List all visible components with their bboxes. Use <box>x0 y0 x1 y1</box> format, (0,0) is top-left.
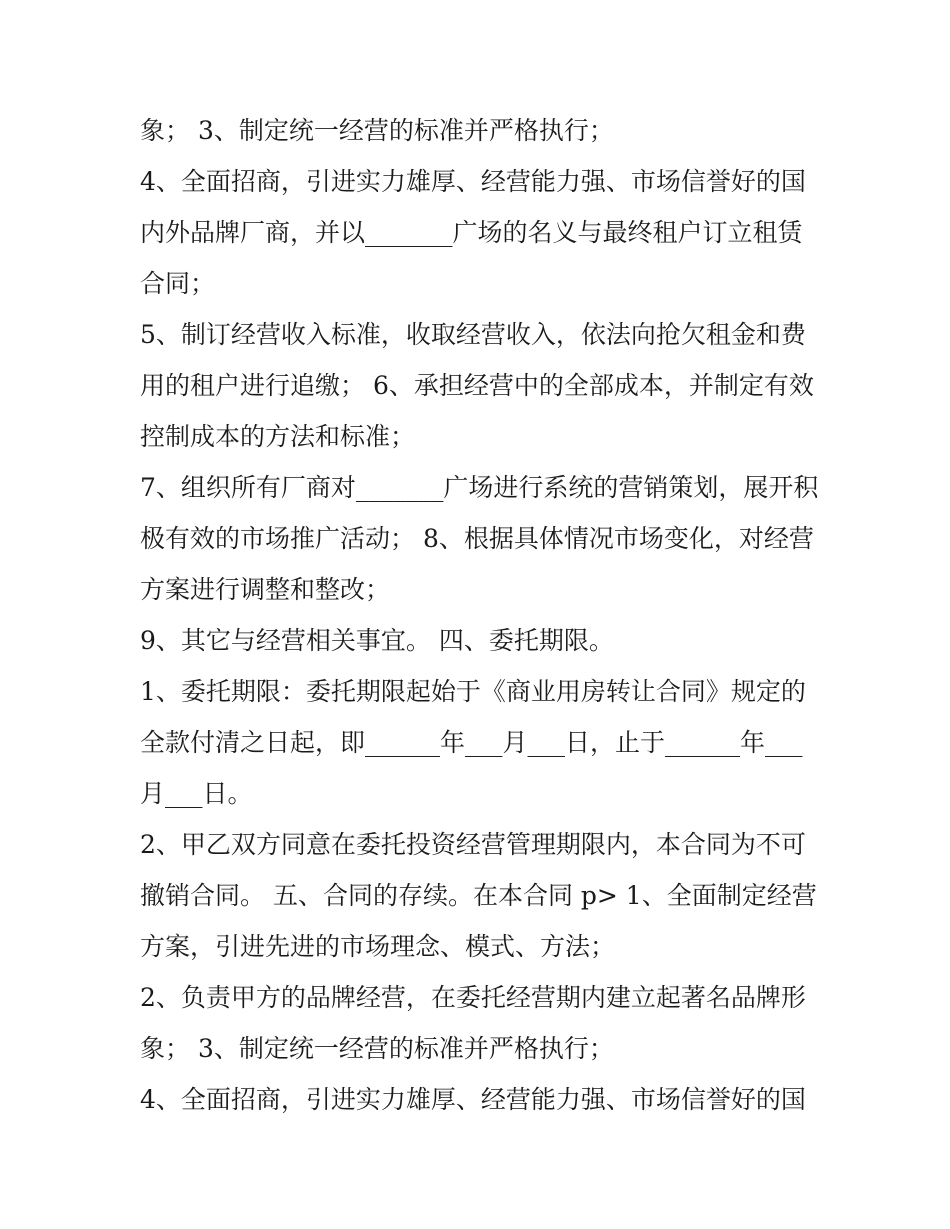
text-line: 合同； <box>140 269 216 298</box>
text-line: 象； 3、制定统一经营的标准并严格执行； <box>140 1034 614 1063</box>
document-body <box>140 105 820 1125</box>
text-line: 象； 3、制定统一经营的标准并严格执行； <box>140 116 614 145</box>
text-line: 方案进行调整和整改； <box>140 575 391 604</box>
text-line: 7、组织所有厂商对_______广场进行系统的营销策划，展开积 <box>140 473 819 502</box>
text-line: 极有效的市场推广活动； 8、根据具体情况市场变化，对经营 <box>140 524 814 553</box>
text-line: 5、制订经营收入标准，收取经营收入，依法向抢欠租金和费 <box>140 320 806 349</box>
text-line: 内外品牌厂商，并以_______广场的名义与最终租户订立租赁 <box>140 218 803 247</box>
text-line: 月___日。 <box>140 779 253 808</box>
text-line: 9、其它与经营相关事宜。 四、委托期限。 <box>140 626 614 655</box>
text-line: 4、全面招商，引进实力雄厚、经营能力强、市场信誉好的国 <box>140 167 806 196</box>
text-line: 2、甲乙双方同意在委托投资经营管理期限内，本合同为不可 <box>140 830 806 859</box>
text-line: 方案，引进先进的市场理念、模式、方法； <box>140 932 616 961</box>
text-line: 4、全面招商，引进实力雄厚、经营能力强、市场信誉好的国 <box>140 1085 806 1114</box>
text-line: 撤销合同。 五、合同的存续。在本合同 p> 1、全面制定经营 <box>140 881 817 910</box>
text-line: 用的租户进行追缴； 6、承担经营中的全部成本，并制定有效 <box>140 371 814 400</box>
text-line: 2、负责甲方的品牌经营，在委托经营期内建立起著名品牌形 <box>140 983 806 1012</box>
text-line: 全款付清之日起，即______年___月___日，止于______年___ <box>140 728 803 757</box>
text-line: 控制成本的方法和标准； <box>140 422 416 451</box>
text-line: 1、委托期限：委托期限起始于《商业用房转让合同》规定的 <box>140 677 806 706</box>
